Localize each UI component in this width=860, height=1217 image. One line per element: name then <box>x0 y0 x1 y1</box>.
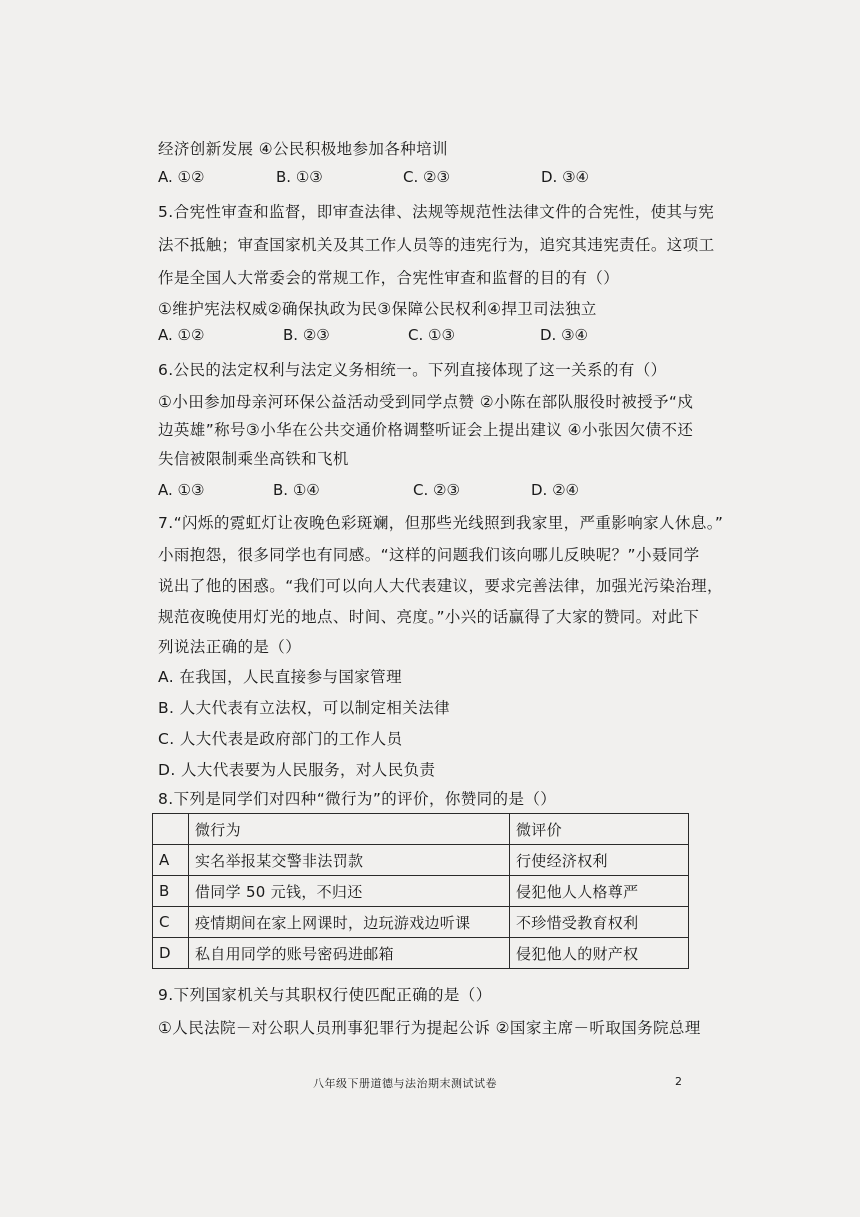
q4-option-d: D. ③④ <box>541 168 589 186</box>
q6-option-c: C. ②③ <box>413 481 460 499</box>
q8-table <box>152 813 689 969</box>
q4-option-c: C. ②③ <box>403 168 450 186</box>
q5-options <box>158 326 718 350</box>
q6-options <box>158 481 718 505</box>
q5-line-3: 作是全国人大常委会的常规工作，合宪性审查和监督的目的有（） <box>158 269 620 287</box>
table-row <box>153 845 689 876</box>
q6-line-4: 失信被限制乘坐高铁和飞机 <box>158 450 349 468</box>
table-cell: C <box>153 907 189 938</box>
table-cell: B <box>153 876 189 907</box>
table-cell: 实名举报某交警非法罚款 <box>189 845 510 876</box>
q8-line-1: 8.下列是同学们对四种“微行为”的评价，你赞同的是（） <box>158 790 557 808</box>
table-row <box>153 907 689 938</box>
q6-option-a: A. ①③ <box>158 481 205 499</box>
page-number: 2 <box>675 1075 682 1088</box>
q5-option-b: B. ②③ <box>283 326 330 344</box>
q4-option-a: A. ①② <box>158 168 205 186</box>
q5-option-d: D. ③④ <box>540 326 588 344</box>
q5-line-2: 法不抵触；审查国家机关及其工作人员等的违宪行为，追究其违宪责任。这项工 <box>158 236 715 254</box>
q5-statements: ①维护宪法权威②确保执政为民③保障公民权利④捍卫司法独立 <box>158 300 597 318</box>
table-cell: 借同学 50 元钱，不归还 <box>189 876 510 907</box>
table-cell: 侵犯他人的财产权 <box>510 938 689 969</box>
q7-line-2: 小雨抱怨，很多同学也有同感。“这样的问题我们该向哪儿反映呢？”小聂同学 <box>158 546 700 564</box>
q7-line-1: 7.“闪烁的霓虹灯让夜晚色彩斑斓，但那些光线照到我家里，严重影响家人休息。” <box>158 514 724 532</box>
q5-option-a: A. ①② <box>158 326 205 344</box>
q7-line-5: 列说法正确的是（） <box>158 638 302 656</box>
q6-line-2: ①小田参加母亲河环保公益活动受到同学点赞 ②小陈在部队服役时被授予“戍 <box>158 393 694 411</box>
table-cell: D <box>153 938 189 969</box>
footer-title: 八年级下册道德与法治期末测试试卷 <box>313 1077 497 1090</box>
q4-continuation: 经济创新发展 ④公民积极地参加各种培训 <box>158 140 448 158</box>
q7-option-d: D. 人大代表要为人民服务，对人民负责 <box>158 761 436 779</box>
q6-option-d: D. ②④ <box>531 481 579 499</box>
q6-line-3: 边英雄”称号③小华在公共交通价格调整听证会上提出建议 ④小张因欠债不还 <box>158 421 694 439</box>
table-cell: A <box>153 845 189 876</box>
table-cell: 行使经济权利 <box>510 845 689 876</box>
table-cell: 疫情期间在家上网课时，边玩游戏边听课 <box>189 907 510 938</box>
table-row <box>153 938 689 969</box>
q9-line-1: 9.下列国家机关与其职权行使匹配正确的是（） <box>158 986 492 1004</box>
q6-line-1: 6.公民的法定权利与法定义务相统一。下列直接体现了这一关系的有（） <box>158 361 667 379</box>
table-header-cell: 微评价 <box>510 814 689 845</box>
q7-line-4: 规范夜晚使用灯光的地点、时间、亮度。”小兴的话赢得了大家的赞同。对此下 <box>158 608 700 626</box>
q7-option-c: C. 人大代表是政府部门的工作人员 <box>158 730 403 748</box>
table-cell: 私自用同学的账号密码进邮箱 <box>189 938 510 969</box>
q5-option-c: C. ①③ <box>408 326 455 344</box>
q4-option-b: B. ①③ <box>276 168 323 186</box>
q7-option-b: B. 人大代表有立法权，可以制定相关法律 <box>158 699 450 717</box>
q7-line-3: 说出了他的困惑。“我们可以向人大代表建议，要求完善法律，加强光污染治理， <box>158 577 723 595</box>
table-header-cell: 微行为 <box>189 814 510 845</box>
q4-options <box>158 168 718 192</box>
table-header-row <box>153 814 689 845</box>
table-row <box>153 876 689 907</box>
q7-option-a: A. 在我国，人民直接参与国家管理 <box>158 668 402 686</box>
q5-line-1: 5.合宪性审查和监督，即审查法律、法规等规范性法律文件的合宪性，使其与宪 <box>158 203 715 221</box>
table-header-cell <box>153 814 189 845</box>
table-cell: 侵犯他人人格尊严 <box>510 876 689 907</box>
q6-option-b: B. ①④ <box>273 481 320 499</box>
table-cell: 不珍惜受教育权利 <box>510 907 689 938</box>
q9-line-2: ①人民法院－对公职人员刑事犯罪行为提起公诉 ②国家主席－听取国务院总理 <box>158 1019 701 1037</box>
